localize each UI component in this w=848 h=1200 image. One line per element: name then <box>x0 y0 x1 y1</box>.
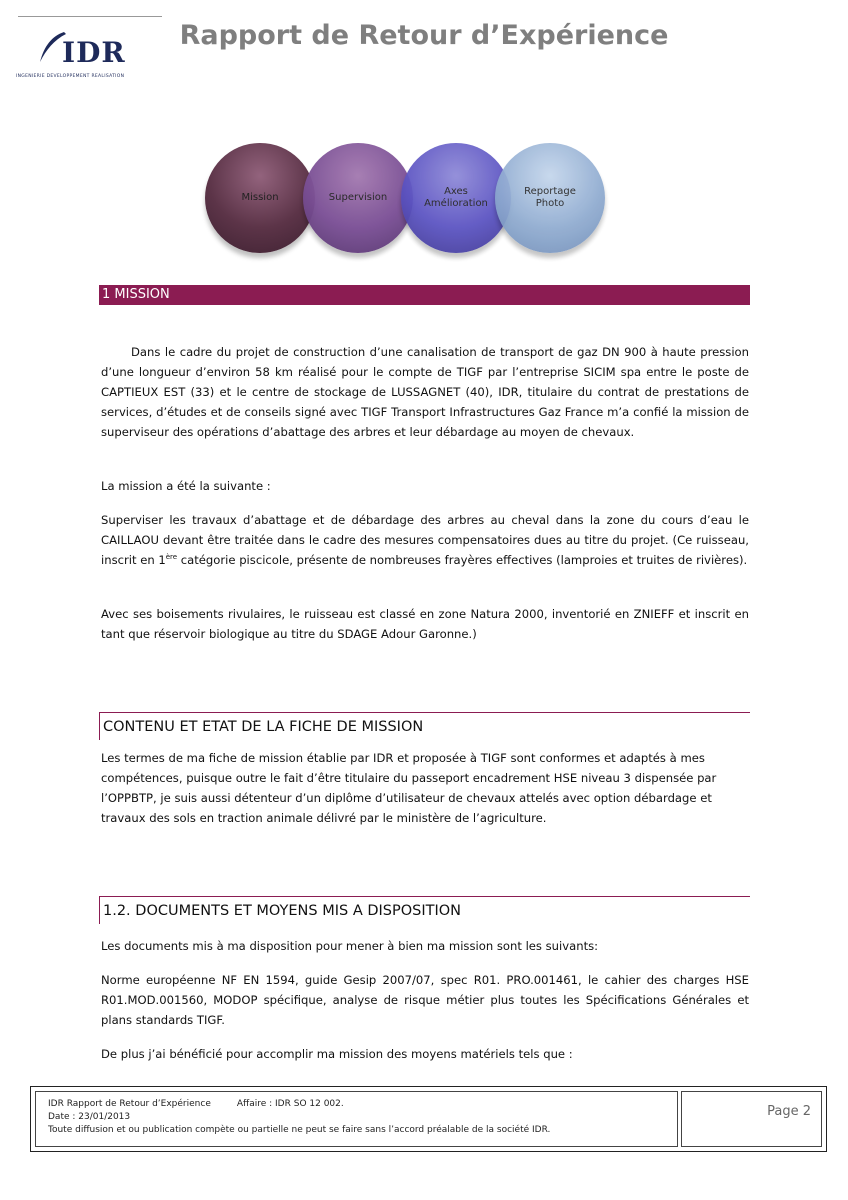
logo-text: IDR <box>62 36 126 69</box>
page-footer <box>30 1086 827 1152</box>
footer-notice: Toute diffusion et ou publication compète ou partielle ne peut se faire sans l’accord préalable de la société IDR. <box>48 1125 551 1135</box>
mission-paragraph-1 <box>101 342 749 442</box>
documents-paragraph-2: Norme européenne NF EN 1594, guide Gesip 2007/07, spec R01. PRO.001461, le cahier des charges HSE R01.MOD.001560, MODOP spécifique, analyse de risque métier plus toutes les Spécifications Générales et plans standards TIGF. <box>101 973 749 1027</box>
footer-line-1 <box>48 1098 677 1111</box>
footer-report: IDR Rapport de Retour d’Expérience <box>48 1099 211 1109</box>
superscript-ere: ère <box>165 553 178 562</box>
circle-label-supervision: Supervision <box>328 192 388 203</box>
documents-heading: 1.2. DOCUMENTS ET MOYENS MIS A DISPOSITION <box>99 896 750 924</box>
circle-label-axes: Axes Amélioration <box>424 186 488 209</box>
footer-affaire: Affaire : IDR SO 12 002. <box>236 1099 344 1109</box>
circle-label-reportage: Reportage Photo <box>524 186 576 209</box>
document-title: Rapport de Retour d’Expérience <box>179 20 669 51</box>
circle-reportage-photo <box>495 143 605 253</box>
mission-paragraph-4: Avec ses boisements rivulaires, le ruisseau est classé en zone Natura 2000, inventorié en ZNIEFF et inscrit en tant que réservoir biologique au titre du SDAGE Adour Garonne.) <box>101 607 749 641</box>
circle-label-mission: Mission <box>241 192 279 203</box>
contenu-heading: CONTENU ET ETAT DE LA FICHE DE MISSION <box>99 712 750 740</box>
footer-date: Date : 23/01/2013 <box>48 1112 131 1122</box>
mission-paragraph-1-text: Dans le cadre du projet de construction d’une canalisation de transport de gaz DN 900 à haute pression d’une longueur d’environ 58 km réalisé pour le compte de TIGF par l’entreprise SICIM spa entre le poste de CAPTIEUX EST (33) et le centre de stockage de LUSSAGNET (40), IDR, titulaire du contrat de prestations de services, d’études et de conseils signé avec TIGF Transport Infrastructures Gaz France m’a confié la mission de superviseur des opérations d’abattage des arbres et leur débardage au moyen de chevaux. <box>101 345 749 439</box>
mission-paragraph-2: La mission a été la suivante : <box>101 479 271 493</box>
footer-page-box <box>681 1091 822 1147</box>
logo-rule <box>18 16 162 17</box>
documents-paragraph-1: Les documents mis à ma disposition pour mener à bien ma mission sont les suivants: <box>101 939 599 953</box>
circle-mission <box>205 143 315 253</box>
contenu-paragraph: Les termes de ma fiche de mission établie par IDR et proposée à TIGF sont conformes et adaptés à mes compétences, puisque outre le fait d’être titulaire du passeport encadrement HSE niveau 3 dispensée par l’OPPBTP, je suis aussi détenteur d’un diplôme d’utilisateur de chevaux attelés avec option débardage et travaux des sols en traction animale délivré par le ministère de l’agriculture. <box>101 751 717 825</box>
documents-paragraph-3: De plus j’ai bénéficié pour accomplir ma mission des moyens matériels tels que : <box>101 1047 573 1061</box>
mission-paragraph-3 <box>101 510 749 570</box>
mission-paragraph-3-text-b: catégorie piscicole, présente de nombreuses frayères effectives (lamproies et truites de rivières). <box>177 553 748 567</box>
circle-supervision <box>303 143 413 253</box>
logo-tagline: INGENIERIE DEVELOPPEMENT REALISATION <box>16 74 125 79</box>
mission-heading: 1 MISSION <box>99 285 750 305</box>
page-number: Page 2 <box>767 1104 811 1119</box>
mission-paragraph-3-text-a: Superviser les travaux d’abattage et de débardage des arbres au cheval dans la zone du cours d’eau le CAILLAOU devant être traitée dans le cadre des mesures compensatoires dues au titre du projet. (Ce ruisseau, inscrit en 1 <box>101 513 749 567</box>
process-diagram <box>205 143 615 261</box>
footer-info <box>35 1091 678 1147</box>
